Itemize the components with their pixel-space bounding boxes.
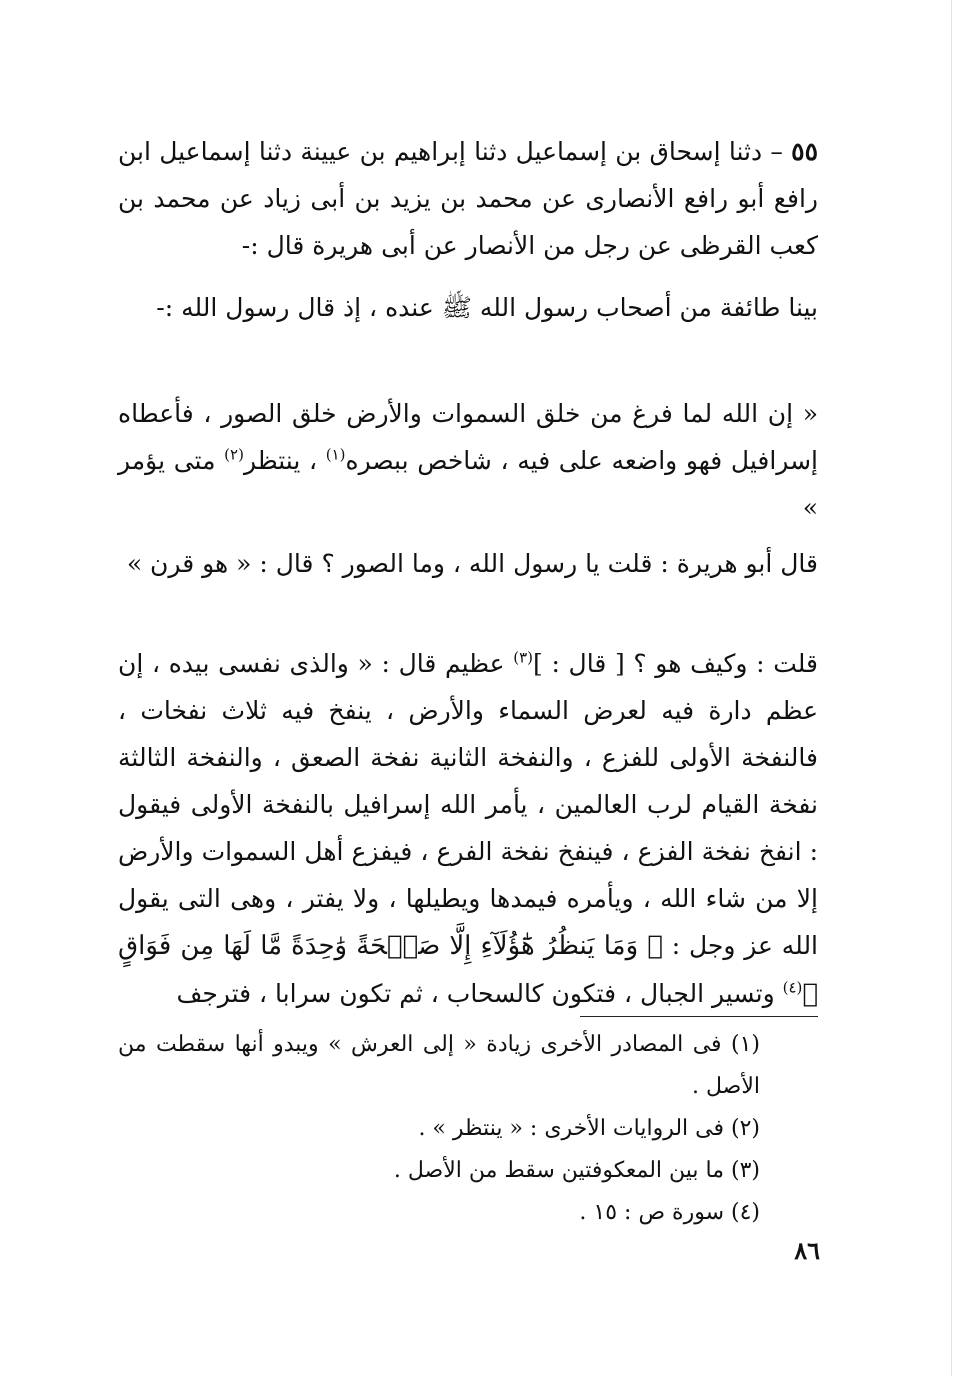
description-text-b: عظيم قال : « والذى نفسى بيده ، إن عظم دارة فيه لعرض السماء والأرض ، ينفخ فيه ثلاث نفخات ، فالنفخة الأولى للفزع ، والنفخة الثانية نفخة الصعق ، والنفخة الثالثة نفخة القيام لرب العالمين ، يأمر الله إسرافيل بالنفخة الأولى فيقول : انفخ نفخة الفزع ، فينفخ نفخة الفرع ، فيفزع أهل السموات والأرض إلا من شاء الله ، ويأمره فيمدها ويطيلها ، ولا يفتر ، وهى التى يقول الله عز وجل : [118,649,819,960]
main-description-paragraph [118,640,818,1018]
narrative-paragraph-1 [118,284,818,331]
page-number: ٨٦ [794,1236,820,1265]
footnote-1: (١) فى المصادر الأخرى زيادة « إلى العرش » ويبدو أنها سقطت من الأصل . [118,1032,760,1099]
narrative-text-1: بينا طائفة من أصحاب رسول الله ﷺ عنده ، إذ قال رسول الله :- [156,293,818,322]
hadith-number: ٥٥ [791,137,818,166]
footnote-3: (٣) ما بين المعكوفتين سقط من الأصل . [393,1158,760,1183]
footnote-ref-4: (٤) [782,978,803,997]
page-edge-line [951,0,952,1376]
question-text: قال أبو هريرة : قلت يا رسول الله ، وما الصور ؟ قال : « هو قرن » [126,549,818,578]
prophet-saying-paragraph [118,390,818,531]
saying-text-c: متى يؤمر » [118,446,818,522]
question-paragraph [118,540,818,587]
description-text-a: قلت : وكيف هو ؟ [ قال : ] [533,649,819,678]
description-text-c: وتسير الجبال ، فتكون كالسحاب ، ثم تكون سرابا ، فترجف [176,979,783,1008]
footnote-2: (٢) فى الروايات الأخرى : « ينتظر » . [418,1116,760,1141]
footnote-separator [580,1016,818,1017]
footnote-ref-2: (٢) [224,445,244,464]
isnad-paragraph [118,128,818,269]
isnad-text: – دثنا إسحاق بن إسماعيل دثنا إبراهيم بن عيينة دثنا إسماعيل ابن رافع أبو رافع الأنصارى عن محمد بن يزيد بن أبى زياد عن محمد بن كعب القرظى عن رجل من الأنصار عن أبى هريرة قال :- [118,137,818,260]
saying-text-b: ، ينتظر [243,446,326,475]
footnote-4: (٤) سورة ص : ١٥ . [579,1200,760,1225]
footnote-ref-3: (٣) [513,648,534,667]
saying-text-a: « إن الله لما فرغ من خلق السموات والأرض خلق الصور ، فأعطاه إسرافيل فهو واضعه على فيه ، شاخص ببصره [118,399,818,475]
quran-verse: ﴿ وَمَا يَنظُرُ هَٰٓؤُلَآءِ إِلَّا صَيۡحَةً وَٰحِدَةً مَّا لَهَا مِن فَوَاقٍ ﴾ [118,931,818,1009]
footnote-ref-1: (١) [325,445,346,464]
footnotes-section [118,1024,818,1234]
